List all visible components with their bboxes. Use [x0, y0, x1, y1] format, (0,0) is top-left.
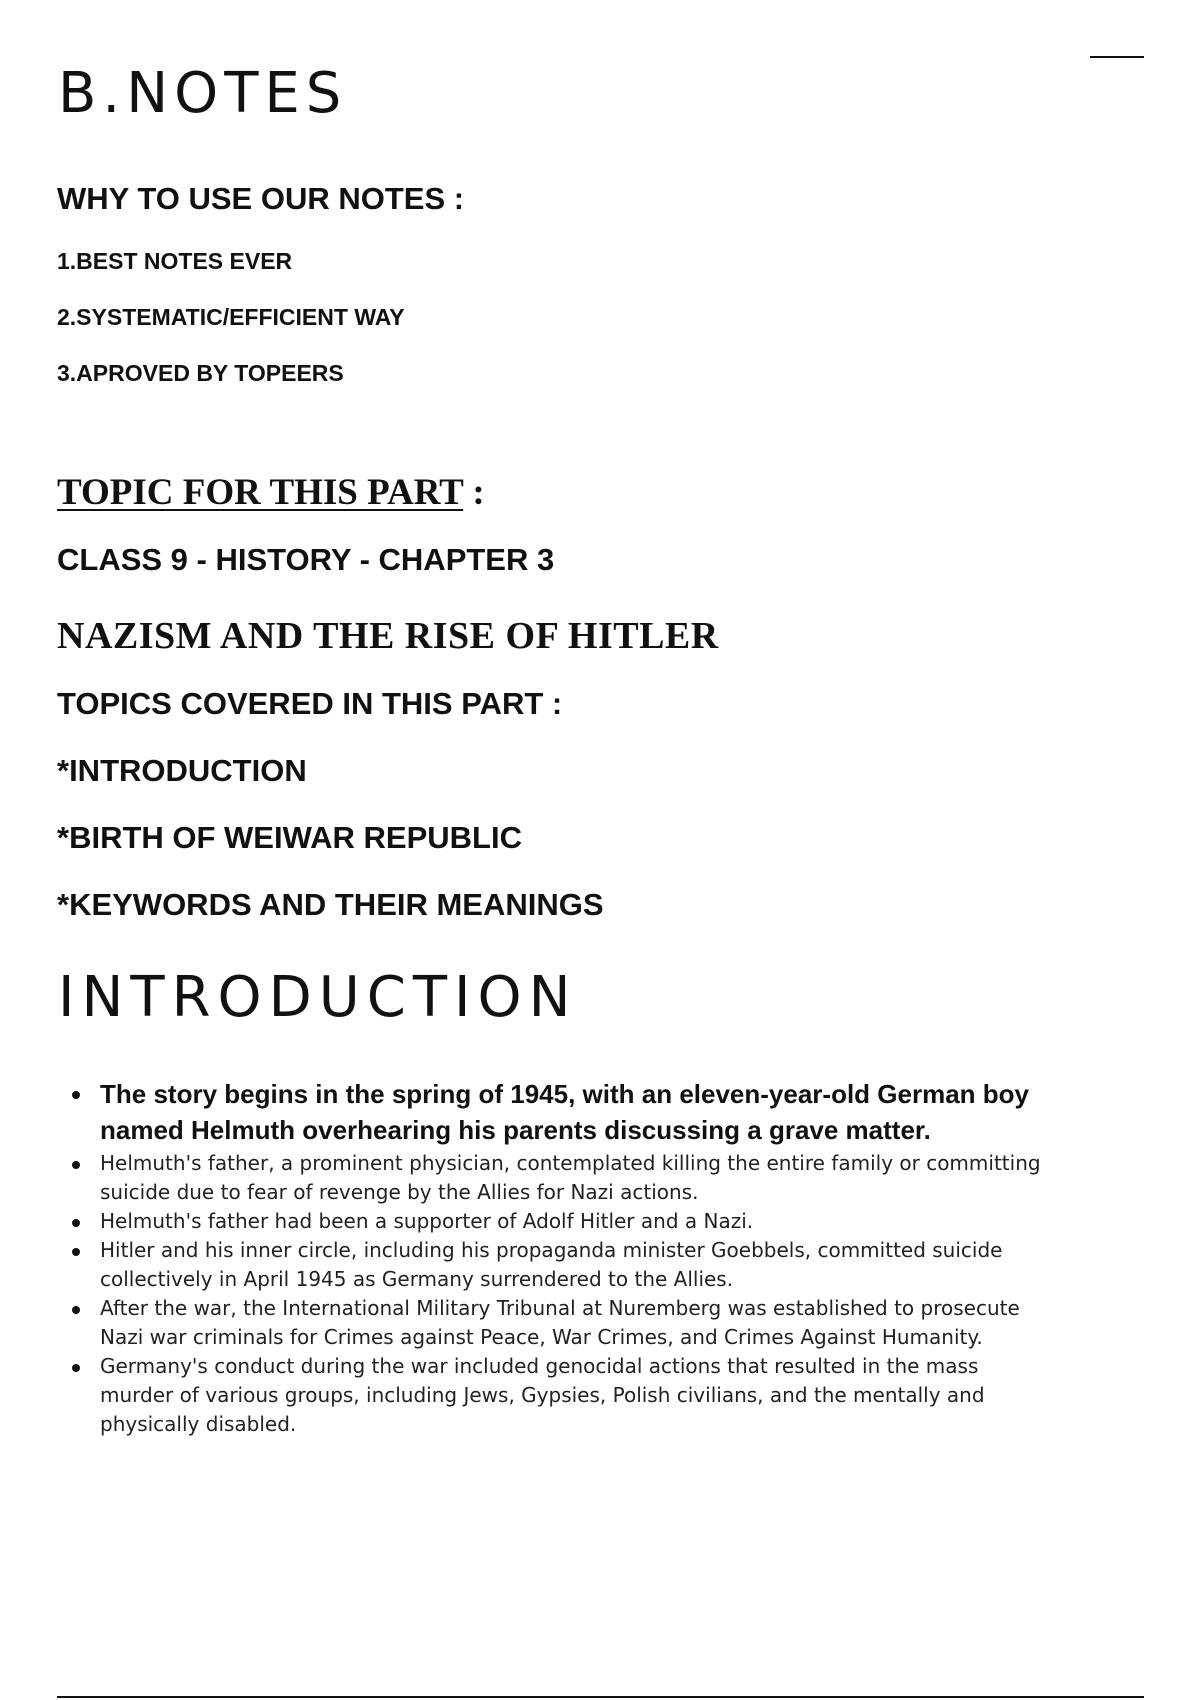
- introduction-title: INTRODUCTION: [58, 965, 578, 1030]
- covered-item: *INTRODUCTION: [57, 753, 307, 788]
- intro-point-text: Helmuth's father had been a supporter of Adolf Hitler and a Nazi.: [100, 1209, 754, 1233]
- intro-point-text: Helmuth's father, a prominent physician, contemplated killing the entire family or committing suicide due to fear of revenge by the Allies for Nazi actions.: [100, 1151, 1041, 1204]
- topic-label: [57, 474, 485, 511]
- intro-point: [68, 1236, 1048, 1294]
- bullet-icon: [72, 1161, 80, 1169]
- topic-label-text: TOPIC FOR THIS PART: [57, 472, 464, 513]
- reason-item: 3.APROVED BY TOPEERS: [57, 360, 344, 386]
- topic-label-suffix: :: [463, 472, 485, 513]
- intro-point-text: The story begins in the spring of 1945, with an eleven-year-old German boy named Helmuth overhearing his parents discussing a grave matter.: [100, 1079, 1029, 1145]
- bottom-divider: [57, 1696, 1144, 1698]
- topics-covered-heading: TOPICS COVERED IN THIS PART :: [57, 686, 563, 721]
- bullet-icon: [72, 1364, 80, 1372]
- class-subject-line: CLASS 9 - HISTORY - CHAPTER 3: [57, 542, 555, 577]
- intro-point-text: Germany's conduct during the war included genocidal actions that resulted in the mass murder of various groups, including Jews, Gypsies, Polish civilians, and the mentally and physically disabled.: [100, 1354, 985, 1436]
- brand-title: B.NOTES: [58, 61, 348, 126]
- intro-point-lead: [68, 1076, 1048, 1148]
- why-heading: WHY TO USE OUR NOTES :: [57, 181, 465, 216]
- reasons-list: [57, 250, 405, 418]
- top-divider: [1090, 56, 1144, 58]
- intro-point: [68, 1352, 1048, 1439]
- covered-item: *KEYWORDS AND THEIR MEANINGS: [57, 887, 604, 922]
- intro-point-text: Hitler and his inner circle, including his propaganda minister Goebbels, committed suicide collectively in April 1945 as Germany surrendered to the Allies.: [100, 1238, 1003, 1291]
- covered-item: *BIRTH OF WEIWAR REPUBLIC: [57, 820, 522, 855]
- bullet-icon: [72, 1248, 80, 1256]
- chapter-title: NAZISM AND THE RISE OF HITLER: [57, 615, 719, 657]
- bullet-icon: [72, 1091, 80, 1099]
- bullet-icon: [72, 1306, 80, 1314]
- intro-point-text: After the war, the International Military Tribunal at Nuremberg was established to prosecute Nazi war criminals for Crimes against Peace, War Crimes, and Crimes Against Humanity.: [100, 1296, 1020, 1349]
- intro-point: [68, 1294, 1048, 1352]
- bullet-icon: [72, 1219, 80, 1227]
- reason-item: 2.SYSTEMATIC/EFFICIENT WAY: [57, 304, 405, 330]
- intro-point: [68, 1149, 1048, 1207]
- introduction-points: [68, 1076, 1048, 1439]
- topics-covered-list: [57, 755, 604, 956]
- reason-item: 1.BEST NOTES EVER: [57, 248, 293, 274]
- intro-point: [68, 1207, 1048, 1236]
